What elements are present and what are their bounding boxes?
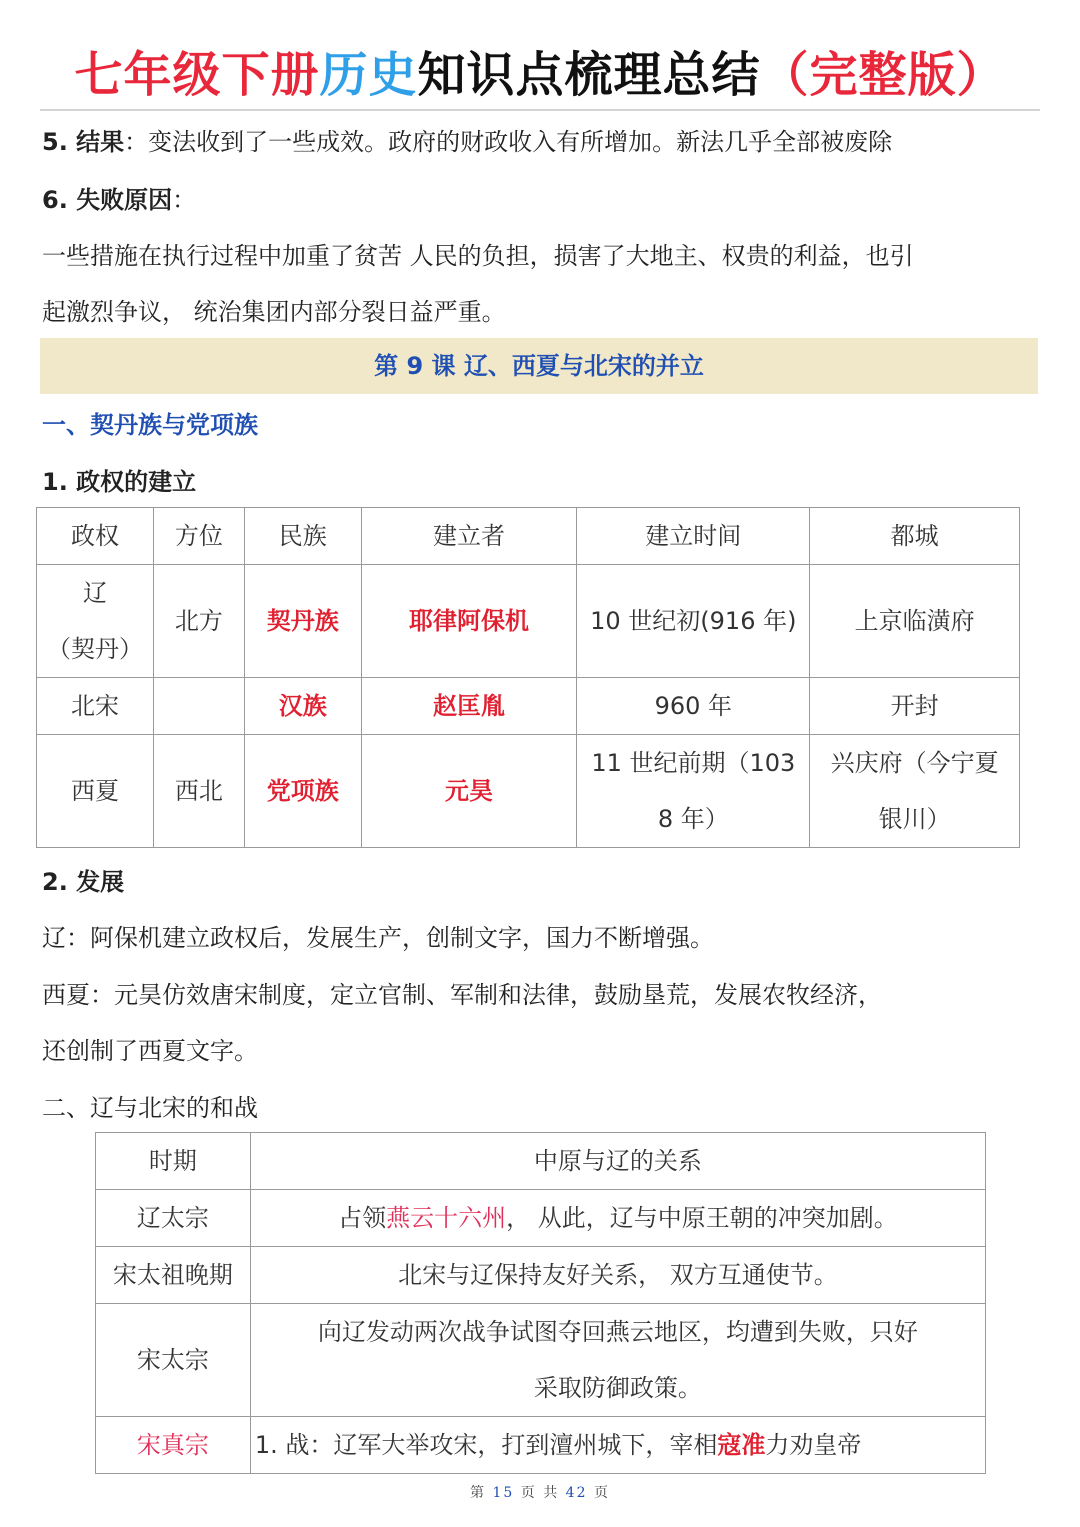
regime-name: 辽 [82, 579, 107, 607]
table-header: 方位 [153, 508, 244, 565]
footer-prefix: 第 [470, 1485, 487, 1501]
table-header-row [37, 508, 1020, 565]
section1-heading: 一、契丹族与党项族 [42, 411, 258, 439]
dev-xixia-line2: 还创制了西夏文字。 [42, 1037, 258, 1065]
page-total: 42 [565, 1485, 588, 1501]
lesson-banner: 第 9 课 辽、西夏与北宋的并立 [40, 338, 1038, 394]
relation-post: ， 从此，辽与中原王朝的冲突加剧。 [506, 1204, 898, 1232]
period-cell: 辽太宗 [96, 1190, 251, 1247]
relation-post: 力劝皇帝 [765, 1431, 862, 1459]
result-text: ：变法收到了一些成效。政府的财政收入有所增加。新法几乎全部被废除 [124, 128, 893, 156]
title-divider [40, 109, 1040, 111]
table-header: 时期 [96, 1133, 251, 1190]
failure-line1: 一些措施在执行过程中加重了贫苦 人民的负担，损害了大地主、权贵的利益，也引 [42, 242, 914, 270]
title-part1: 七年级下册 [74, 47, 320, 103]
relation-line2: 采取防御政策。 [533, 1374, 702, 1402]
table-header: 建立时间 [577, 508, 810, 565]
period-cell: 宋真宗 [96, 1417, 251, 1474]
failure-heading [42, 180, 196, 215]
section2-heading: 二、辽与北宋的和战 [42, 1094, 258, 1122]
title-part2: 历史 [319, 47, 418, 103]
time-line2: 8 年） [657, 805, 729, 833]
table-row [96, 1190, 986, 1247]
relation-cell [250, 1417, 985, 1474]
ethnic-cell: 契丹族 [244, 565, 361, 678]
period-cell: 宋太宗 [96, 1304, 251, 1417]
table-header: 政权 [37, 508, 154, 565]
founder-cell: 耶律阿保机 [361, 565, 577, 678]
founder-cell: 元昊 [361, 735, 577, 848]
capital-cell: 开封 [810, 678, 1020, 735]
direction-cell: 北方 [153, 565, 244, 678]
title-part3: 知识点梳理总结 [417, 47, 761, 103]
page-title [0, 36, 1080, 105]
regime-cell [37, 565, 154, 678]
table-header: 都城 [810, 508, 1020, 565]
table-header: 建立者 [361, 508, 577, 565]
table-header: 民族 [244, 508, 361, 565]
regime-table [36, 507, 1020, 848]
failure-line2: 起激烈争议， 统治集团内部分裂日益严重。 [42, 298, 506, 326]
relation-line1: 向辽发动两次战争试图夺回燕云地区，均遭到失败，只好 [317, 1318, 918, 1346]
table-row [96, 1247, 986, 1304]
relation-highlight: 寇准 [717, 1431, 766, 1459]
table-header: 中原与辽的关系 [250, 1133, 985, 1190]
table-row [37, 678, 1020, 735]
table-row [37, 565, 1020, 678]
regime-cell: 北宋 [37, 678, 154, 735]
failure-label: 6. 失败原因 [42, 186, 173, 214]
ethnic-cell: 党项族 [244, 735, 361, 848]
dev-liao: 辽：阿保机建立政权后，发展生产，创制文字，国力不断增强。 [42, 924, 714, 952]
relations-table [95, 1132, 986, 1474]
time-line1: 11 世纪前期（103 [591, 749, 796, 777]
table-row [37, 735, 1020, 848]
regime-alt: （契丹） [46, 635, 143, 663]
time-cell [577, 735, 810, 848]
relation-pre: 占领 [338, 1204, 387, 1232]
period-cell: 宋太祖晚期 [96, 1247, 251, 1304]
sub2-heading: 2. 发展 [42, 868, 125, 896]
page-number: 15 [492, 1485, 515, 1501]
relation-cell: 北宋与辽保持友好关系， 双方互通使节。 [250, 1247, 985, 1304]
capital-line2: 银川） [878, 805, 951, 833]
title-part4: （完整版） [760, 47, 1006, 103]
ethnic-cell: 汉族 [244, 678, 361, 735]
time-cell: 960 年 [577, 678, 810, 735]
table-header-row [96, 1133, 986, 1190]
relation-cell [250, 1190, 985, 1247]
footer-middle: 页 共 [520, 1485, 560, 1501]
sub1-heading: 1. 政权的建立 [42, 468, 197, 496]
regime-cell: 西夏 [37, 735, 154, 848]
table-row [96, 1417, 986, 1474]
result-line [42, 122, 892, 157]
relation-highlight: 燕云十六州 [386, 1204, 507, 1232]
relation-cell [250, 1304, 985, 1417]
time-cell: 10 世纪初(916 年) [577, 565, 810, 678]
founder-cell: 赵匡胤 [361, 678, 577, 735]
direction-cell [153, 678, 244, 735]
direction-cell: 西北 [153, 735, 244, 848]
result-label: 5. 结果 [42, 128, 125, 156]
dev-xixia-line1: 西夏：元昊仿效唐宋制度，定立官制、军制和法律，鼓励垦荒，发展农牧经济， [42, 981, 882, 1009]
footer-suffix: 页 [593, 1485, 610, 1501]
failure-colon: ： [172, 186, 197, 214]
relation-pre: 1. 战：辽军大举攻宋，打到澶州城下，宰相 [254, 1431, 718, 1459]
capital-line1: 兴庆府（今宁夏 [830, 749, 999, 777]
page-footer [0, 1482, 1080, 1502]
table-row [96, 1304, 986, 1417]
capital-cell [810, 735, 1020, 848]
capital-cell: 上京临潢府 [810, 565, 1020, 678]
